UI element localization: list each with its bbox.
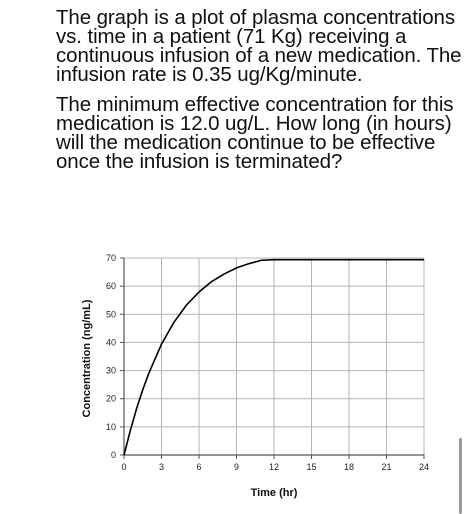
y-tick-label-10: 10 <box>105 421 116 432</box>
y-tick-label-50: 50 <box>105 309 116 320</box>
x-tick-label-18: 18 <box>343 462 355 472</box>
x-tick-label-0: 0 <box>121 462 127 472</box>
page-scrollbar[interactable] <box>459 438 462 514</box>
x-tick-label-24: 24 <box>418 462 430 472</box>
y-tick-label-30: 30 <box>105 365 116 376</box>
question-paragraph-2: The minimum effective concentration for this medication is 12.0 ug/L. How long (in hours) will the medication continue to be effective once the infusion is terminated? <box>56 93 454 173</box>
x-tick-label-12: 12 <box>268 462 280 472</box>
y-tick-label-40: 40 <box>105 337 116 348</box>
y-tick-label-60: 60 <box>105 281 116 292</box>
chart-grid <box>124 258 424 455</box>
question-paragraph-1: The graph is a plot of plasma concentrations vs. time in a patient (71 Kg) receiving a continuous infusion of a new medication. The infusion rate is 0.35 ug/Kg/minute. <box>56 6 462 86</box>
x-tick-label-9: 9 <box>233 462 240 472</box>
x-axis-title: Time (hr) <box>250 487 298 499</box>
y-tick-label-0: 0 <box>110 450 116 460</box>
y-tick-label-20: 20 <box>105 393 116 404</box>
x-tick-label-15: 15 <box>306 462 317 472</box>
x-tick-label-21: 21 <box>381 462 392 472</box>
y-axis-title: Concentration (ng/mL) <box>81 299 93 418</box>
chart-axes <box>120 258 424 459</box>
x-tick-label-6: 6 <box>196 462 202 472</box>
y-tick-label-70: 70 <box>105 253 116 263</box>
x-tick-label-3: 3 <box>158 462 165 472</box>
